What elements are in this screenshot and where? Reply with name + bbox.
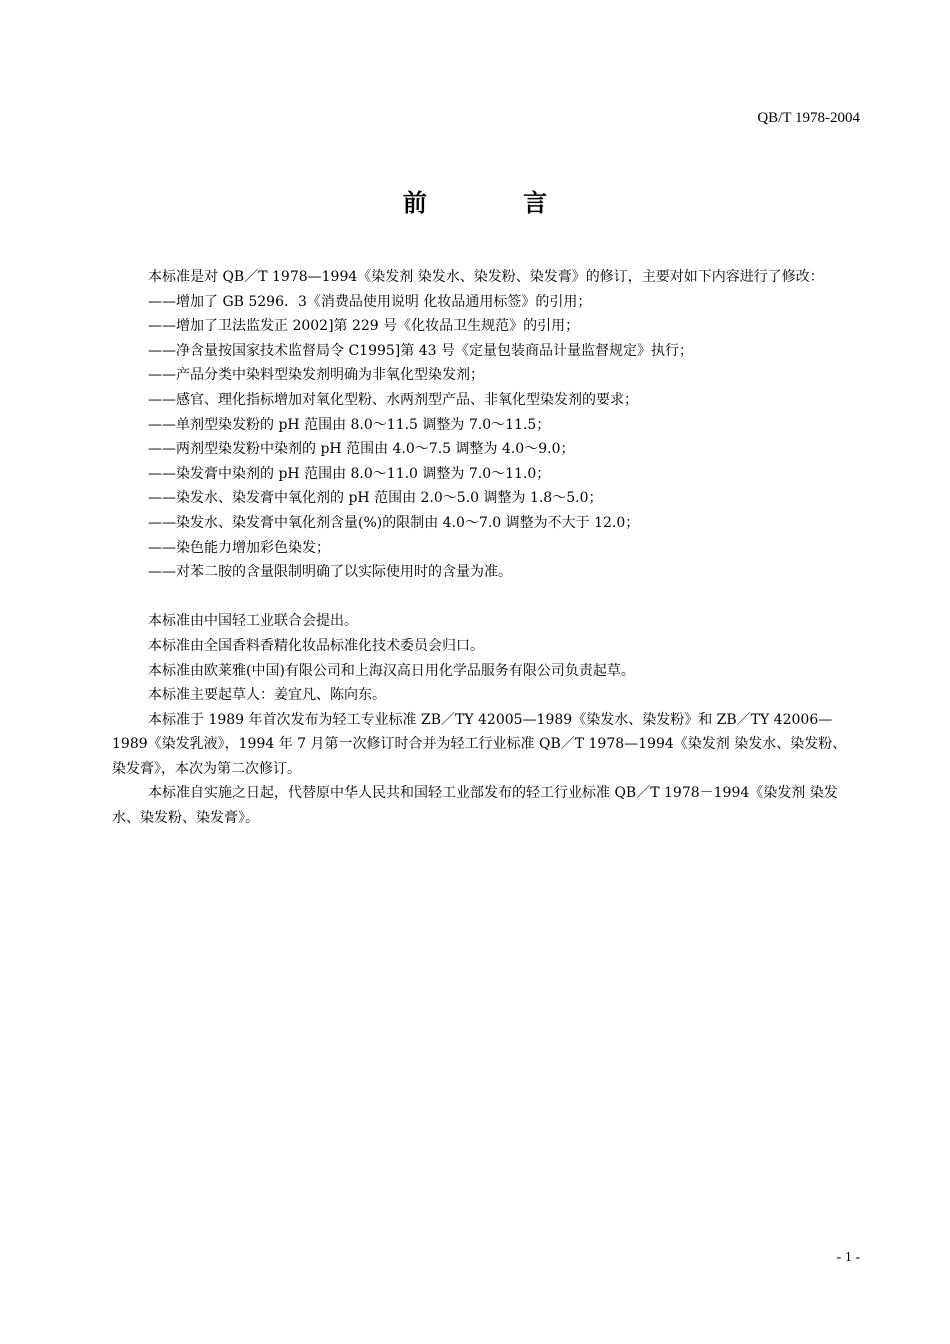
proposer-statement: 本标准由中国轻工业联合会提出。 [148, 613, 358, 630]
drafters-statement: 本标准主要起草人：姜宜凡、陈向东。 [148, 687, 386, 704]
change-item: ——单剂型染发粉的 pH 范围由 8.0～11.5 调整为 7.0～11.5； [148, 416, 551, 433]
page-number: - 1 - [836, 1250, 860, 1265]
change-item: ——产品分类中染料型染发剂明确为非氧化型染发剂； [148, 367, 484, 384]
change-item: ——净含量按国家技术监督局令 C1995]第 43 号《定量包装商品计量监督规定》执行； [148, 342, 693, 359]
document-code: QB/T 1978-2004 [757, 110, 860, 126]
change-item: ——增加了卫法监发正 2002]第 229 号《化妆品卫生规范》的引用； [148, 318, 580, 335]
change-item: ——染发膏中染剂的 pH 范围由 8.0～11.0 调整为 7.0～11.0； [148, 465, 551, 482]
replacement-statement: 本标准自实施之日起，代替原中华人民共和国轻工业部发布的轻工行业标准 QB／T 1978－1994《染发剂 染发水、染发粉、染发膏》。 [112, 785, 838, 827]
change-item: ——感官、理化指标增加对氧化型粉、水两剂型产品、非氧化型染发剂的要求； [148, 391, 638, 408]
committee-statement: 本标准由全国香料香精化妆品标准化技术委员会归口。 [148, 637, 484, 654]
change-item: ——染色能力增加彩色染发； [148, 539, 330, 556]
change-item: ——两剂型染发粉中染剂的 pH 范围由 4.0～7.5 调整为 4.0～9.0； [148, 441, 575, 458]
foreword-body [112, 265, 860, 831]
change-item: ——对苯二胺的含量限制明确了以实际使用时的含量为准。 [148, 564, 512, 581]
change-item: ——染发水、染发膏中氧化剂的 pH 范围由 2.0～5.0 调整为 1.8～5.0； [148, 490, 603, 507]
drafter-organization-statement: 本标准由欧莱雅(中国)有限公司和上海汉高日用化学品服务有限公司负责起草。 [148, 662, 635, 679]
paragraph-spacer [112, 585, 860, 610]
intro-paragraph: 本标准是对 QB／T 1978—1994《染发剂 染发水、染发粉、染发膏》的修订，主要对如下内容进行了修改： [148, 269, 824, 285]
history-statement: 本标准于 1989 年首次发布为轻工专业标准 ZB／TY 42005—1989《染发水、染发粉》和 ZB／TY 42006—1989《染发乳液》，1994 年 7 月第一次修订时合并为轻工行业标准 QB／T 1978—1994《染发剂 染发水、染发粉、染发膏》，本次为第二次修订。 [112, 711, 847, 777]
change-item: ——增加了 GB 5296．3《消费品使用说明 化妆品通用标签》的引用； [148, 293, 592, 310]
change-item: ——染发水、染发膏中氧化剂含量(%)的限制由 4.0～7.0 调整为不大于 12.0； [148, 514, 640, 531]
page-title: 前 言 [402, 189, 592, 217]
